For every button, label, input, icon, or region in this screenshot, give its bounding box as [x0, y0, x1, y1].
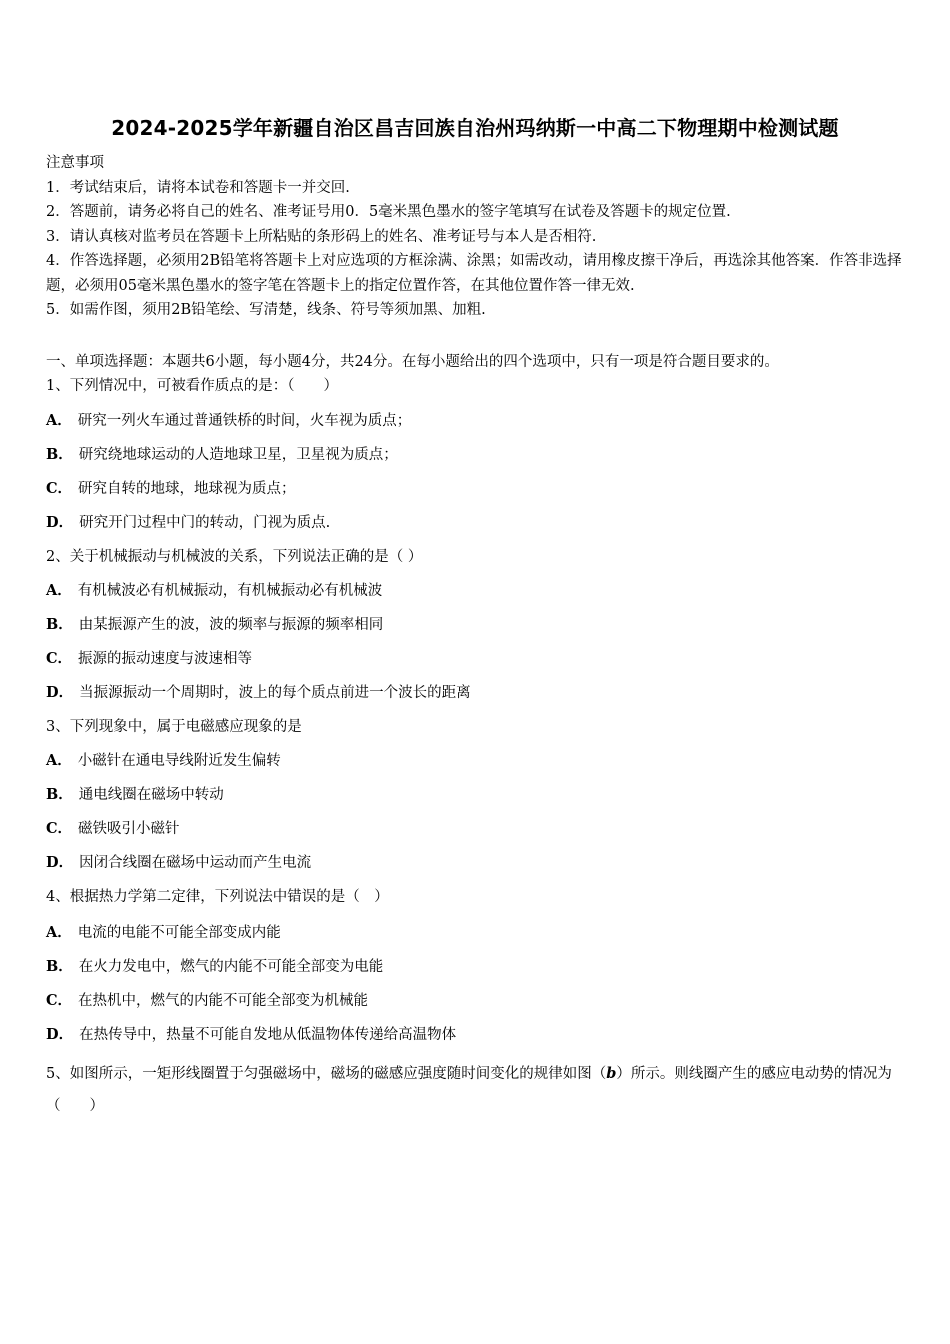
- question-3-option-c: [46, 817, 916, 838]
- question-1-option-c: [46, 477, 916, 498]
- option-letter: D．: [46, 854, 74, 871]
- option-letter: D．: [46, 1026, 74, 1043]
- option-letter: B．: [46, 616, 73, 633]
- question-2-option-c: [46, 647, 916, 668]
- question-2-option-b: [46, 613, 916, 634]
- option-text: 小磁针在通电导线附近发生偏转: [77, 753, 281, 769]
- option-text: 当振源振动一个周期时，波上的每个质点前进一个波长的距离: [79, 685, 471, 701]
- question-3-option-b: [46, 783, 916, 804]
- section-title: 一、单项选择题：本题共6小题，每小题4分，共24分。在每小题给出的四个选项中，只有一项是符合题目要求的。: [46, 354, 779, 370]
- option-text: 因闭合线圈在磁场中运动而产生电流: [79, 855, 312, 871]
- option-letter: B．: [46, 958, 73, 975]
- option-letter: A．: [46, 752, 72, 769]
- note-item-4: 4．作答选择题，必须用2B铅笔将答题卡上对应选项的方框涂满、涂黑；如需改动，请用橡皮擦干净后，再选涂其他答案．作答非选择题，必须用05毫米黑色墨水的签字笔在答题卡上的指定位置作答，在其他位置作答一律无效.: [46, 253, 902, 294]
- option-letter: C．: [46, 992, 73, 1009]
- option-text: 磁铁吸引小磁针: [78, 821, 180, 837]
- option-letter: A．: [46, 412, 72, 429]
- option-text: 由某振源产生的波，波的频率与振源的频率相同: [78, 617, 384, 633]
- option-text: 在热机中，燃气的内能不可能全部变为机械能: [78, 993, 369, 1009]
- question-5-stem-part2: ）所示。则线圈产生的感应电动势的情况为（ ）: [46, 1066, 892, 1114]
- question-4-stem: 4、根据热力学第二定律，下列说法中错误的是（ ）: [46, 889, 389, 905]
- option-text: 电流的电能不可能全部变成内能: [77, 925, 281, 941]
- note-item-3: 3．请认真核对监考员在答题卡上所粘贴的条形码上的姓名、准考证号与本人是否相符.: [46, 228, 597, 245]
- question-1-option-a: [46, 409, 916, 430]
- option-letter: B．: [46, 446, 73, 463]
- option-text: 在火力发电中，燃气的内能不可能全部变为电能: [78, 959, 384, 975]
- question-5-stem-part1: 5、如图所示，一矩形线圈置于匀强磁场中，磁场的磁感应强度随时间变化的规律如图（: [46, 1066, 607, 1082]
- option-letter: C．: [46, 650, 73, 667]
- question-1-option-d: [46, 511, 916, 532]
- question-2-stem: 2、关于机械振动与机械波的关系，下列说法正确的是（ ）: [46, 549, 423, 565]
- option-text: 有机械波必有机械振动，有机械振动必有机械波: [77, 583, 383, 599]
- question-4-option-c: [46, 989, 916, 1010]
- option-letter: A．: [46, 582, 72, 599]
- option-text: 研究自转的地球，地球视为质点；: [78, 481, 296, 497]
- question-4-option-b: [46, 955, 916, 976]
- option-text: 在热传导中，热量不可能自发地从低温物体传递给高温物体: [79, 1027, 457, 1043]
- note-item-1: 1．考试结束后，请将本试卷和答题卡一并交回.: [46, 179, 350, 196]
- option-text: 通电线圈在磁场中转动: [78, 787, 224, 803]
- question-3-option-a: [46, 749, 916, 770]
- option-text: 研究开门过程中门的转动，门视为质点.: [79, 515, 331, 531]
- question-4-option-a: [46, 921, 916, 942]
- question-5-stem: [46, 1058, 908, 1122]
- option-text: 振源的振动速度与波速相等: [78, 651, 253, 667]
- note-item-5: 5．如需作图，须用2B铅笔绘、写清楚，线条、符号等须加黑、加粗.: [46, 302, 486, 318]
- question-1-option-b: [46, 443, 916, 464]
- option-letter: C．: [46, 480, 73, 497]
- note-item-2: 2．答题前，请务必将自己的姓名、准考证号用0．5毫米黑色墨水的签字笔填写在试卷及答题卡的规定位置.: [46, 204, 731, 220]
- question-1-stem: 1、下列情况中，可被看作质点的是：（ ）: [46, 378, 338, 394]
- question-2-option-d: [46, 681, 916, 702]
- question-3-stem: 3、下列现象中，属于电磁感应现象的是: [46, 719, 302, 735]
- option-letter: A．: [46, 924, 72, 941]
- question-5-stem-italic: b: [606, 1065, 617, 1082]
- question-2-option-a: [46, 579, 916, 600]
- option-text: 研究一列火车通过普通铁桥的时间，火车视为质点；: [77, 413, 412, 429]
- notes-block: [46, 151, 916, 323]
- option-text: 研究绕地球运动的人造地球卫星，卫星视为质点；: [78, 447, 398, 463]
- option-letter: D．: [46, 684, 74, 701]
- question-4-option-d: [46, 1023, 916, 1044]
- option-letter: D．: [46, 514, 74, 531]
- notes-heading: 注意事项: [46, 155, 104, 171]
- option-letter: C．: [46, 820, 73, 837]
- option-letter: B．: [46, 786, 73, 803]
- exam-title: 2024-2025学年新疆自治区昌吉回族自治州玛纳斯一中高二下物理期中检测试题: [111, 116, 839, 140]
- question-3-option-d: [46, 851, 916, 872]
